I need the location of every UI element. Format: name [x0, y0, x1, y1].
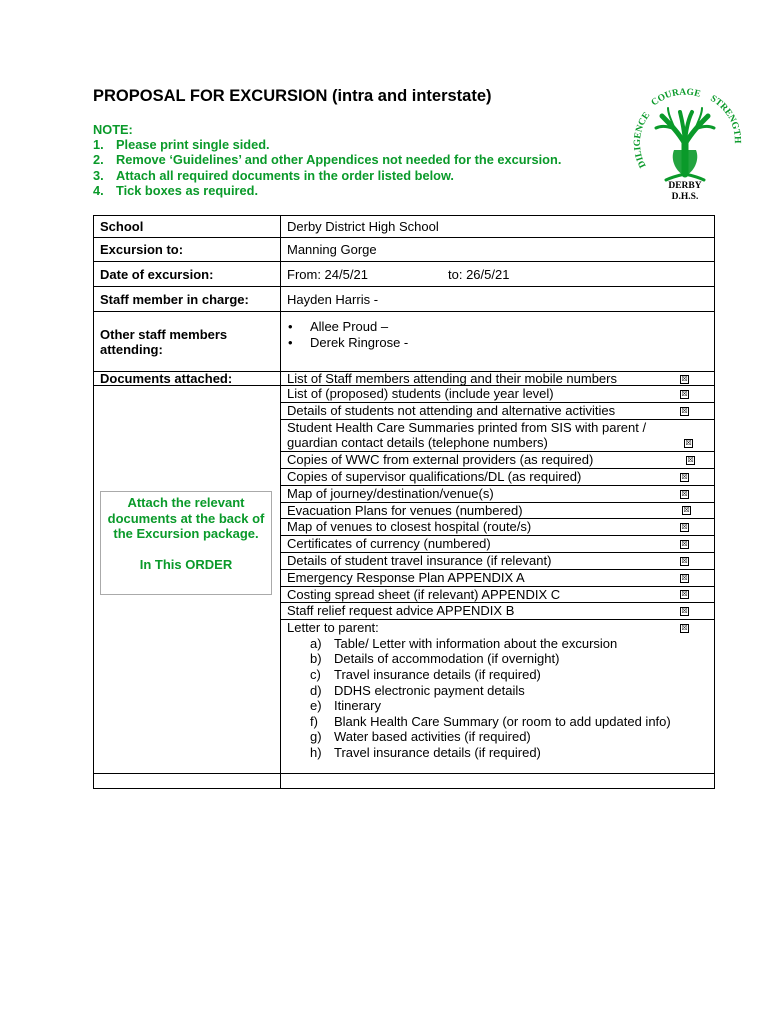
- checkbox[interactable]: ☒: [681, 390, 688, 398]
- note-heading: NOTE:: [93, 122, 133, 137]
- list-item: f) Blank Health Care Summary (or room to add updated info): [310, 713, 671, 729]
- logo-initials: D.H.S.: [671, 192, 699, 202]
- page-title: PROPOSAL FOR EXCURSION (intra and interstate): [93, 87, 492, 105]
- document-item: Map of journey/destination/venue(s) ☒: [281, 486, 714, 503]
- logo-arc-left: DILIGENCE: [632, 110, 653, 170]
- note-item: 3. Attach all required documents in the order listed below.: [93, 167, 454, 183]
- list-item: c) Travel insurance details (if required): [310, 666, 541, 682]
- document-list: [281, 386, 715, 774]
- checkbox[interactable]: ☒: [681, 407, 688, 415]
- logo-name: DERBY: [668, 181, 702, 191]
- date-to: to: 26/5/21: [448, 266, 510, 282]
- document-item: Emergency Response Plan APPENDIX A ☒: [281, 570, 714, 587]
- checkbox[interactable]: ☒: [681, 490, 688, 498]
- checkbox[interactable]: ☒: [681, 574, 688, 582]
- checkbox[interactable]: ☒: [681, 473, 688, 481]
- table-row: [94, 372, 715, 386]
- date-from: From: 24/5/21: [287, 266, 368, 282]
- checkbox[interactable]: ☒: [681, 540, 688, 548]
- list-item: a) Table/ Letter with information about the excursion: [310, 635, 618, 651]
- note-item: 2. Remove ‘Guidelines’ and other Appendices not needed for the excursion.: [93, 152, 562, 168]
- document-item: List of (proposed) students (include year level) ☒: [281, 386, 714, 403]
- date-value: [281, 262, 715, 287]
- table-row: [94, 773, 715, 788]
- letter-to-parent: [281, 620, 714, 772]
- checkbox[interactable]: ☒: [681, 591, 688, 599]
- checkbox[interactable]: ☒: [687, 456, 694, 464]
- document-item: Costing spread sheet (if relevant) APPENDIX C ☒: [281, 587, 714, 604]
- empty-cell: [94, 773, 281, 788]
- other-staff-label: Other staff members attending:: [94, 312, 281, 372]
- school-label: School: [94, 216, 281, 238]
- other-staff-value: [281, 312, 715, 372]
- documents-label: Documents attached:: [94, 372, 281, 386]
- note-block: [93, 122, 561, 198]
- document-item: Certificates of currency (numbered) ☒: [281, 536, 714, 553]
- document-item: Copies of WWC from external providers (as required) ☒: [281, 452, 714, 469]
- document-item: Staff relief request advice APPENDIX B ☒: [281, 603, 714, 620]
- checkbox[interactable]: ☒: [681, 608, 688, 616]
- document-item: List of Staff members attending and their mobile numbers ☒: [281, 372, 715, 386]
- letter-label: Letter to parent:: [287, 620, 379, 636]
- list-item: b) Details of accommodation (if overnight): [310, 651, 560, 667]
- table-row: [94, 287, 715, 312]
- table-row: [94, 216, 715, 238]
- document-item: Map of venues to closest hospital (route/s) ☒: [281, 519, 714, 536]
- excursion-form-table: [93, 215, 715, 789]
- list-item: d) DDHS electronic payment details: [310, 682, 525, 698]
- excursion-label: Excursion to:: [94, 238, 281, 262]
- checkbox[interactable]: ☒: [681, 524, 688, 532]
- checkbox[interactable]: ☒: [685, 440, 692, 448]
- document-item: Student Health Care Summaries printed from SIS with parent / guardian contact details (telephone numbers) ☒: [281, 420, 714, 453]
- table-row: [94, 238, 715, 262]
- checkbox[interactable]: ☒: [681, 376, 688, 383]
- excursion-value: Manning Gorge: [281, 238, 715, 262]
- date-label: Date of excursion:: [94, 262, 281, 287]
- list-item: • Derek Ringrose -: [287, 335, 714, 351]
- table-row: [94, 262, 715, 287]
- staff-in-charge-value: Hayden Harris -: [281, 287, 715, 312]
- document-item: Copies of supervisor qualifications/DL (as required) ☒: [281, 469, 714, 486]
- checkbox[interactable]: ☒: [681, 625, 688, 633]
- attach-instructions-box: [100, 491, 272, 595]
- logo-arc-top: COURAGE: [649, 87, 702, 109]
- list-item: g) Water based activities (if required): [310, 729, 531, 745]
- note-item: 4. Tick boxes as required.: [93, 182, 259, 198]
- attach-note: Attach the relevant documents at the back of the Excursion package.: [107, 495, 265, 541]
- empty-cell: [281, 773, 715, 788]
- list-item: • Allee Proud –: [287, 319, 714, 335]
- list-item: e) Itinerary: [310, 698, 381, 714]
- checkbox[interactable]: ☒: [683, 507, 690, 515]
- attach-instructions-cell: [94, 386, 281, 774]
- document-item: Details of students not attending and alternative activities ☒: [281, 403, 714, 420]
- logo-arc-right: STRENGTH: [708, 93, 742, 144]
- document-item: Details of student travel insurance (if relevant) ☒: [281, 553, 714, 570]
- school-value: Derby District High School: [281, 216, 715, 238]
- checkbox[interactable]: ☒: [681, 557, 688, 565]
- table-row: [94, 312, 715, 372]
- attach-order: In This ORDER: [139, 556, 233, 572]
- staff-in-charge-label: Staff member in charge:: [94, 287, 281, 312]
- school-logo: [622, 82, 748, 208]
- table-row: [94, 386, 715, 774]
- list-item: h) Travel insurance details (if required): [310, 744, 541, 760]
- note-item: 1. Please print single sided.: [93, 137, 270, 153]
- document-item: Evacuation Plans for venues (numbered) ☒: [281, 503, 714, 520]
